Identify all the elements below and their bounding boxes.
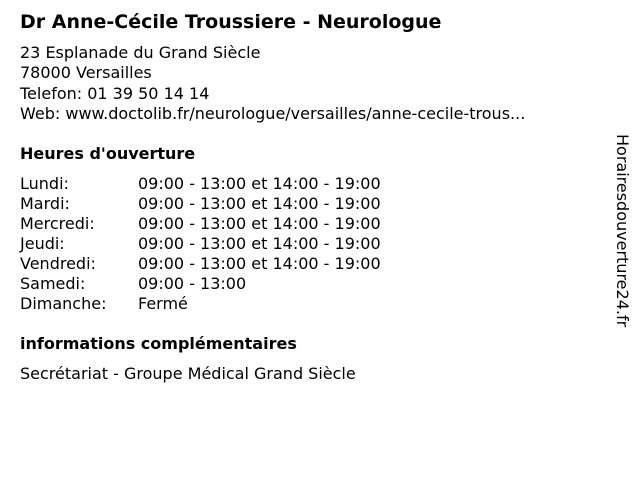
info-text: Secrétariat - Groupe Médical Grand Siècle — [20, 364, 356, 383]
website-url: Web: www.doctolib.fr/neurologue/versailles/anne-cecile-trous... — [20, 103, 526, 123]
hours-row-wednesday — [20, 214, 440, 234]
time-value: 09:00 - 13:00 et 14:00 - 19:00 — [138, 194, 381, 213]
day-label: Mercredi: — [20, 214, 95, 233]
time-value: 09:00 - 13:00 et 14:00 - 19:00 — [138, 174, 381, 193]
day-label: Dimanche: — [20, 294, 107, 313]
hours-heading: Heures d'ouverture — [20, 144, 196, 163]
address-block — [20, 43, 525, 124]
page-title: Dr Anne-Cécile Troussiere - Neurologue — [20, 11, 442, 33]
street-address: 23 Esplanade du Grand Siècle — [20, 43, 261, 62]
hours-row-monday — [20, 174, 440, 194]
time-value: 09:00 - 13:00 et 14:00 - 19:00 — [138, 214, 381, 233]
hours-row-sunday — [20, 294, 440, 314]
hours-row-saturday — [20, 274, 440, 294]
day-label: Lundi: — [20, 174, 69, 193]
city-postcode: 78000 Versailles — [20, 63, 152, 83]
phone-number: Telefon: 01 39 50 14 14 — [20, 83, 210, 103]
time-value: 09:00 - 13:00 — [138, 274, 247, 293]
hours-row-thursday — [20, 234, 440, 254]
day-label: Mardi: — [20, 194, 70, 213]
time-value: 09:00 - 13:00 et 14:00 - 19:00 — [138, 254, 381, 273]
day-label: Vendredi: — [20, 254, 96, 273]
time-value: Fermé — [138, 294, 188, 313]
time-value: 09:00 - 13:00 et 14:00 - 19:00 — [138, 234, 381, 253]
hours-row-tuesday — [20, 194, 440, 214]
info-heading: informations complémentaires — [20, 334, 297, 353]
hours-table — [20, 174, 440, 314]
hours-row-friday — [20, 254, 440, 274]
day-label: Jeudi: — [20, 234, 65, 253]
day-label: Samedi: — [20, 274, 86, 293]
site-watermark: Horairesdouverture24.fr — [613, 134, 632, 328]
